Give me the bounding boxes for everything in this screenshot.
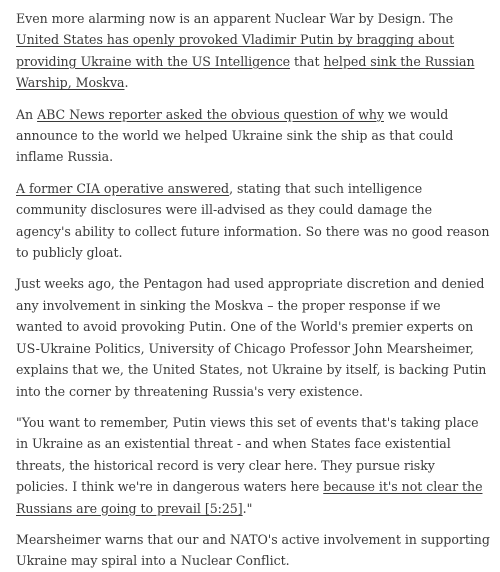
paragraph-text: Just weeks ago, the Pentagon had used appropriate discretion and denied any involvement in sinking the Moskva – the proper response if we wanted to avoid provoking Putin. One of the World's premier experts on US-Ukraine Politics, University of Chicago Professor John Mearsheimer, explains that we, the United States, not Ukraine by itself, is backing Putin into the corner by threatening Russia's very existence. — [16, 276, 487, 399]
paragraph-text: . — [124, 75, 129, 91]
paragraph-abc-news — [16, 104, 490, 168]
moskva-sinking-link[interactable]: helped sink the Russian Warship, Moskva — [16, 53, 475, 91]
us-intelligence-link[interactable]: United States has openly provoked Vladimir Putin by bragging about providing Ukraine with the US Intelligence — [16, 32, 455, 69]
paragraph-nuclear-conflict-warning — [16, 529, 490, 572]
paragraph-nuclear-war-by-design — [16, 8, 490, 94]
paragraph-mearsheimer-quote — [16, 412, 490, 519]
paragraph-text: Mearsheimer warns that our and NATO's active involvement in supporting Ukraine may spiral into a Nuclear Conflict. — [16, 531, 490, 569]
paragraph-text: An — [16, 106, 38, 122]
paragraph-text: "You want to remember, Putin views this set of events that's taking place in Ukraine as an existential threat - and when States face existential threats, the historical record is very clear here. They pursue risky policies. I think we're in dangerous waters here — [16, 414, 479, 495]
abc-news-link[interactable]: ABC News reporter asked the obvious question of why — [37, 106, 384, 122]
paragraph-text: , stating that such intelligence community disclosures were ill-advised as they could damage the agency's ability to collect future information. So there was no good reason to publicly gloat. — [16, 180, 490, 261]
russians-prevail-link[interactable]: because it's not clear the Russians are going to prevail [5:25] — [16, 479, 483, 516]
paragraph-text: that — [290, 53, 324, 69]
paragraph-text: we would announce to the world we helped Ukraine sink the ship as that could inflame Russia. — [16, 106, 454, 165]
paragraph-text: ." — [242, 500, 253, 516]
paragraph-text: Even more alarming now is an apparent Nuclear War by Design. The — [16, 11, 454, 26]
cia-operative-link[interactable]: A former CIA operative answered — [16, 180, 230, 196]
paragraph-cia-operative — [16, 178, 490, 264]
paragraph-pentagon — [16, 273, 490, 401]
